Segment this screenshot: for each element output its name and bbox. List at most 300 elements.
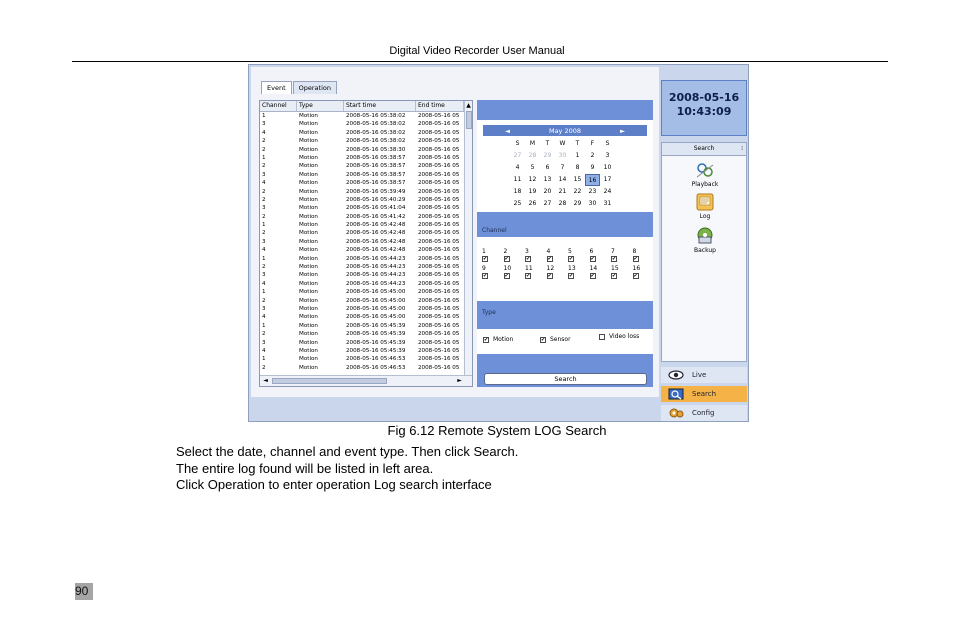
table-cell: 2008-05-16 05 xyxy=(418,163,460,170)
table-cell: 2008-05-16 05:38:57 xyxy=(346,163,406,170)
table-cell: 2008-05-16 05 xyxy=(418,289,460,296)
table-cell: 4 xyxy=(262,129,266,136)
table-cell: 2008-05-16 05 xyxy=(418,230,460,237)
vertical-scrollbar[interactable] xyxy=(464,101,472,376)
checkmark-icon[interactable]: ✔ xyxy=(612,255,617,262)
table-cell: 4 xyxy=(262,180,266,187)
table-row[interactable] xyxy=(260,305,472,313)
channel-checkbox[interactable] xyxy=(525,265,547,282)
next-month-icon[interactable]: ► xyxy=(619,126,625,135)
checkmark-icon[interactable]: ✔ xyxy=(590,272,595,279)
table-row[interactable] xyxy=(260,313,472,321)
calendar-day[interactable]: 25 xyxy=(513,200,522,207)
table-cell: 2008-05-16 05 xyxy=(418,188,460,195)
table-cell: Motion xyxy=(299,180,318,187)
table-cell: 2008-05-16 05 xyxy=(418,247,460,254)
channel-checkbox[interactable] xyxy=(504,248,526,265)
table-cell: 2 xyxy=(262,138,266,145)
calendar-day[interactable]: 6 xyxy=(545,164,550,171)
scroll-thumb[interactable] xyxy=(466,111,472,129)
table-cell: Motion xyxy=(299,188,318,195)
column-channel[interactable]: Channel xyxy=(260,101,297,111)
checkmark-icon[interactable]: ✔ xyxy=(526,255,531,262)
table-cell: Motion xyxy=(299,247,318,254)
table-cell: 2 xyxy=(262,196,266,203)
table-row[interactable] xyxy=(260,146,472,154)
tab-event[interactable]: Event xyxy=(261,81,292,94)
table-cell: 2 xyxy=(262,188,266,195)
type-option[interactable] xyxy=(540,336,571,343)
table-cell: 2008-05-16 05 xyxy=(418,297,460,304)
table-cell: 2008-05-16 05:44:23 xyxy=(346,280,406,287)
type-option[interactable] xyxy=(483,336,513,343)
calendar-day[interactable]: 27 xyxy=(543,200,552,207)
type-option-label: Sensor xyxy=(550,336,571,343)
table-cell: Motion xyxy=(299,171,318,178)
table-cell: 2008-05-16 05:45:00 xyxy=(346,314,406,321)
calendar-day-selected[interactable]: 16 xyxy=(585,174,600,186)
table-row[interactable] xyxy=(260,204,472,212)
table-row[interactable] xyxy=(260,120,472,128)
calendar-day[interactable]: 4 xyxy=(515,164,520,171)
calendar-day[interactable]: 8 xyxy=(575,164,580,171)
table-cell: Motion xyxy=(299,230,318,237)
calendar-day[interactable]: 5 xyxy=(530,164,535,171)
table-cell: 2008-05-16 05:44:23 xyxy=(346,255,406,262)
table-cell: 3 xyxy=(262,171,266,178)
tab-bar xyxy=(261,81,338,94)
checkmark-icon[interactable]: ✔ xyxy=(633,255,638,262)
channel-checkbox[interactable] xyxy=(568,248,590,265)
table-cell: Motion xyxy=(299,196,318,203)
side-menu-title: Search xyxy=(693,145,715,152)
column-type[interactable]: Type xyxy=(297,101,344,111)
channel-checkbox[interactable] xyxy=(482,265,504,282)
calendar-day[interactable]: 27 xyxy=(513,152,522,159)
table-row[interactable] xyxy=(260,213,472,221)
calendar-day[interactable]: 29 xyxy=(543,152,552,159)
table-cell: 2008-05-16 05 xyxy=(418,196,460,203)
table-cell: Motion xyxy=(299,205,318,212)
table-cell: 2008-05-16 05 xyxy=(418,264,460,271)
table-cell: 3 xyxy=(262,339,266,346)
channel-number: 5 xyxy=(568,248,572,255)
table-cell: Motion xyxy=(299,314,318,321)
calendar-day[interactable]: 18 xyxy=(513,188,522,195)
channel-number: 14 xyxy=(589,265,598,272)
table-cell: 2008-05-16 05:38:02 xyxy=(346,138,406,145)
live-button[interactable] xyxy=(661,367,747,383)
channel-number: 6 xyxy=(589,248,594,255)
table-cell: 2008-05-16 05:45:00 xyxy=(346,297,406,304)
menu-item-backup[interactable] xyxy=(662,227,748,254)
table-cell: Motion xyxy=(299,146,318,153)
calendar-day[interactable]: 24 xyxy=(603,188,612,195)
channel-number: 12 xyxy=(546,265,555,272)
table-cell: 2008-05-16 05:45:39 xyxy=(346,331,406,338)
table-cell: 2008-05-16 05 xyxy=(418,322,460,329)
column-end-time[interactable]: End time xyxy=(416,101,464,111)
channel-number: 16 xyxy=(632,265,641,272)
table-cell: 2008-05-16 05 xyxy=(418,205,460,212)
scroll-up-icon[interactable]: ▲ xyxy=(466,102,471,109)
checkmark-icon[interactable]: ✔ xyxy=(483,255,488,262)
calendar-day[interactable]: 22 xyxy=(573,188,582,195)
table-cell: 2008-05-16 05 xyxy=(418,138,460,145)
table-cell: 3 xyxy=(262,205,266,212)
channel-checkbox[interactable] xyxy=(611,265,633,282)
calendar-day[interactable]: 15 xyxy=(573,176,582,183)
table-cell: 4 xyxy=(262,347,266,354)
config-button[interactable] xyxy=(661,405,747,421)
log-table xyxy=(259,100,473,387)
channel-checkbox[interactable] xyxy=(504,265,526,282)
table-cell: 2008-05-16 05:41:04 xyxy=(346,205,406,212)
table-cell: Motion xyxy=(299,138,318,145)
table-row[interactable] xyxy=(260,280,472,288)
table-cell: 1 xyxy=(262,322,266,329)
channel-checkbox[interactable] xyxy=(590,248,612,265)
table-cell: 2008-05-16 05:38:02 xyxy=(346,113,406,119)
table-cell: 4 xyxy=(262,280,266,287)
table-cell: 2 xyxy=(262,264,266,271)
channel-number: 10 xyxy=(503,265,512,272)
checkmark-icon[interactable]: ✔ xyxy=(526,272,531,279)
channel-number: 8 xyxy=(632,248,637,255)
table-row[interactable] xyxy=(260,179,472,187)
checkmark-icon[interactable]: ✔ xyxy=(590,255,595,262)
channel-number: 7 xyxy=(611,248,615,255)
menu-item-log[interactable] xyxy=(662,193,748,220)
table-cell: 2008-05-16 05:44:23 xyxy=(346,264,406,271)
checkbox-empty-icon[interactable] xyxy=(599,334,605,340)
table-cell: 2008-05-16 05 xyxy=(418,171,460,178)
table-cell: 1 xyxy=(262,289,266,296)
calendar-day[interactable]: 28 xyxy=(528,152,537,159)
instruction-line-3: Click Operation to enter operation Log search interface xyxy=(176,477,492,492)
calendar-day[interactable]: 30 xyxy=(558,152,567,159)
table-cell: 2008-05-16 05:38:30 xyxy=(346,146,406,153)
table-row[interactable] xyxy=(260,271,472,279)
scroll-thumb-horizontal[interactable] xyxy=(272,378,387,384)
log-search-panel xyxy=(251,67,721,397)
table-row[interactable] xyxy=(260,263,472,271)
table-cell: 2008-05-16 05:42:48 xyxy=(346,230,406,237)
table-cell: Motion xyxy=(299,297,318,304)
table-cell: 2008-05-16 05:39:49 xyxy=(346,188,406,195)
table-cell: Motion xyxy=(299,154,318,161)
table-cell: 2 xyxy=(262,146,266,153)
table-cell: Motion xyxy=(299,272,318,279)
table-row[interactable] xyxy=(260,112,472,120)
table-cell: 2008-05-16 05:42:48 xyxy=(346,222,406,229)
checkmark-icon[interactable]: ✔ xyxy=(569,272,574,279)
menu-label-backup: Backup xyxy=(694,247,716,254)
table-cell: 2008-05-16 05:38:57 xyxy=(346,154,406,161)
horizontal-scrollbar[interactable] xyxy=(260,375,473,386)
channel-checkbox[interactable] xyxy=(590,265,612,282)
channel-number: 13 xyxy=(568,265,576,272)
table-row[interactable] xyxy=(260,330,472,338)
table-cell: 4 xyxy=(262,247,266,254)
search-nav-label: Search xyxy=(692,390,717,398)
channel-checkbox[interactable] xyxy=(482,248,504,265)
table-cell: 2008-05-16 05:46:53 xyxy=(346,364,406,371)
menu-label-log: Log xyxy=(699,213,711,220)
table-cell: 2008-05-16 05 xyxy=(418,180,460,187)
table-cell: 1 xyxy=(262,255,266,262)
column-start-time[interactable]: Start time xyxy=(344,101,416,111)
scroll-left-icon[interactable]: ◄ xyxy=(263,377,268,384)
table-cell: 3 xyxy=(262,272,266,279)
table-cell: Motion xyxy=(299,238,318,245)
checkmark-icon[interactable]: ✔ xyxy=(504,272,509,279)
channel-checkbox[interactable] xyxy=(633,265,655,282)
side-menu-header xyxy=(662,143,746,156)
type-option-label: Motion xyxy=(493,336,514,343)
scroll-right-icon[interactable]: ► xyxy=(457,377,462,384)
checkmark-icon[interactable]: ✔ xyxy=(547,255,552,262)
instruction-line-1: Select the date, channel and event type. Then click Search. xyxy=(176,444,519,459)
table-cell: 2 xyxy=(262,297,266,304)
weekday-label: F xyxy=(590,140,595,147)
table-cell: Motion xyxy=(299,356,318,363)
table-cell: Motion xyxy=(299,331,318,338)
checkmark-icon[interactable]: ✔ xyxy=(484,336,489,343)
weekday-label: T xyxy=(575,140,580,147)
table-row[interactable] xyxy=(260,364,472,372)
calendar-grid xyxy=(510,138,647,222)
table-cell: Motion xyxy=(299,347,318,354)
document-header: Digital Video Recorder User Manual xyxy=(389,45,565,57)
search-nav-icon xyxy=(668,388,684,400)
channel-label: Channel xyxy=(482,227,507,234)
table-cell: 2008-05-16 05:41:42 xyxy=(346,213,406,220)
table-cell: 2008-05-16 05 xyxy=(418,113,460,119)
search-nav-button[interactable] xyxy=(661,386,747,402)
channel-checkbox[interactable] xyxy=(568,265,590,282)
channel-checkbox[interactable] xyxy=(633,248,655,265)
channel-checkbox[interactable] xyxy=(547,265,569,282)
search-button[interactable]: Search xyxy=(484,373,647,385)
calendar-day[interactable]: 17 xyxy=(603,176,612,183)
table-cell: 2008-05-16 05 xyxy=(418,222,460,229)
table-row[interactable] xyxy=(260,137,472,145)
table-cell: 2008-05-16 05:42:48 xyxy=(346,238,406,245)
table-row[interactable] xyxy=(260,129,472,137)
type-option[interactable] xyxy=(599,333,639,340)
channel-number: 2 xyxy=(503,248,508,255)
channel-checkbox[interactable] xyxy=(525,248,547,265)
page-number: 90 xyxy=(75,583,93,600)
table-row[interactable] xyxy=(260,255,472,263)
table-cell: 2008-05-16 05 xyxy=(418,364,460,371)
table-row[interactable] xyxy=(260,238,472,246)
table-cell: Motion xyxy=(299,222,318,229)
table-row[interactable] xyxy=(260,288,472,296)
table-cell: 2 xyxy=(262,230,266,237)
config-label: Config xyxy=(692,409,715,417)
table-row[interactable] xyxy=(260,246,472,254)
tab-operation[interactable]: Operation xyxy=(293,81,337,94)
table-cell: Motion xyxy=(299,305,318,312)
table-cell: 3 xyxy=(262,121,266,128)
weekday-label: M xyxy=(529,140,536,147)
checkmark-icon[interactable]: ✔ xyxy=(483,272,488,279)
checkmark-icon[interactable]: ✔ xyxy=(569,255,574,262)
type-label: Type xyxy=(482,309,496,316)
table-row[interactable] xyxy=(260,229,472,237)
table-cell: 2008-05-16 05:38:02 xyxy=(346,121,406,128)
log-rows xyxy=(260,112,472,372)
table-cell: 2008-05-16 05 xyxy=(418,305,460,312)
table-cell: 4 xyxy=(262,314,266,321)
channel-number: 4 xyxy=(546,248,551,255)
calendar-day[interactable]: 1 xyxy=(575,152,580,159)
table-cell: 1 xyxy=(262,356,266,363)
checkmark-icon[interactable]: ✔ xyxy=(547,272,552,279)
table-cell: Motion xyxy=(299,213,318,220)
weekday-label: S xyxy=(515,140,520,147)
type-options xyxy=(483,333,649,348)
table-cell: Motion xyxy=(299,280,318,287)
table-row[interactable] xyxy=(260,162,472,170)
side-menu xyxy=(661,142,747,362)
log-table-header xyxy=(260,101,472,112)
right-panel xyxy=(659,65,749,422)
checkmark-icon[interactable]: ✔ xyxy=(504,255,509,262)
table-cell: 2008-05-16 05:45:39 xyxy=(346,339,406,346)
table-cell: 2008-05-16 05:40:29 xyxy=(346,196,406,203)
table-cell: 2008-05-16 05:44:23 xyxy=(346,272,406,279)
type-band xyxy=(477,301,653,329)
gear-icon xyxy=(668,407,684,419)
table-row[interactable] xyxy=(260,171,472,179)
table-cell: Motion xyxy=(299,121,318,128)
calendar-day[interactable]: 30 xyxy=(588,200,597,207)
weekday-label: S xyxy=(605,140,610,147)
weekday-label: T xyxy=(545,140,550,147)
table-cell: 2008-05-16 05 xyxy=(418,356,460,363)
table-cell: Motion xyxy=(299,339,318,346)
channel-number: 1 xyxy=(482,248,486,255)
table-cell: 2008-05-16 05 xyxy=(418,347,460,354)
table-row[interactable] xyxy=(260,339,472,347)
type-option-label: Video loss xyxy=(609,333,640,340)
backup-icon xyxy=(695,227,715,245)
channel-number: 9 xyxy=(482,265,486,272)
calendar-day[interactable]: 2 xyxy=(590,152,595,159)
live-label: Live xyxy=(692,371,707,379)
checkmark-icon[interactable]: ✔ xyxy=(541,336,546,343)
checkmark-icon[interactable]: ✔ xyxy=(612,272,617,279)
table-cell: 2008-05-16 05:46:53 xyxy=(346,356,406,363)
table-cell: Motion xyxy=(299,264,318,271)
checkmark-icon[interactable]: ✔ xyxy=(633,272,638,279)
table-row[interactable] xyxy=(260,154,472,162)
table-cell: 2008-05-16 05:45:39 xyxy=(346,347,406,354)
channel-checkbox[interactable] xyxy=(547,248,569,265)
calendar-day[interactable]: 11 xyxy=(513,176,522,183)
calendar-day[interactable]: 19 xyxy=(528,188,537,195)
clock-date: 2008-05-16 xyxy=(668,91,740,104)
table-cell: 2008-05-16 05 xyxy=(418,314,460,321)
table-cell: 1 xyxy=(262,222,266,229)
dvr-screenshot xyxy=(248,64,749,422)
calendar-day[interactable]: 12 xyxy=(528,176,537,183)
calendar-month: May 2008 xyxy=(548,126,582,135)
playback-icon xyxy=(695,161,715,179)
calendar-day[interactable]: 13 xyxy=(543,176,552,183)
calendar-day[interactable]: 9 xyxy=(590,164,595,171)
calendar-day[interactable]: 14 xyxy=(558,176,567,183)
table-cell: 2008-05-16 05:38:02 xyxy=(346,129,406,136)
table-cell: Motion xyxy=(299,113,318,119)
channel-checkbox[interactable] xyxy=(611,248,633,265)
calendar-day[interactable]: 23 xyxy=(588,188,597,195)
channel-number: 11 xyxy=(525,265,533,272)
table-cell: 2008-05-16 05 xyxy=(418,238,460,245)
table-cell: 2008-05-16 05 xyxy=(418,255,460,262)
table-row[interactable] xyxy=(260,322,472,330)
table-cell: 1 xyxy=(262,154,266,161)
table-cell: 2008-05-16 05 xyxy=(418,129,460,136)
instruction-line-2: The entire log found will be listed in left area. xyxy=(176,461,434,476)
table-cell: Motion xyxy=(299,289,318,296)
calendar-day[interactable]: 20 xyxy=(543,188,552,195)
table-cell: 2008-05-16 05:45:39 xyxy=(346,322,406,329)
calendar-day[interactable]: 21 xyxy=(558,188,567,195)
table-row[interactable] xyxy=(260,196,472,204)
table-cell: 3 xyxy=(262,238,266,245)
menu-label-playback: Playback xyxy=(691,181,719,188)
table-cell: Motion xyxy=(299,163,318,170)
table-cell: 2008-05-16 05:38:57 xyxy=(346,180,406,187)
table-cell: 2008-05-16 05:45:00 xyxy=(346,289,406,296)
weekday-label: W xyxy=(559,140,566,147)
table-cell: Motion xyxy=(299,364,318,371)
table-row[interactable] xyxy=(260,221,472,229)
table-cell: 2008-05-16 05 xyxy=(418,121,460,128)
table-row[interactable] xyxy=(260,347,472,355)
calendar-day[interactable]: 31 xyxy=(603,200,612,207)
table-cell: 2008-05-16 05 xyxy=(418,339,460,346)
table-cell: 2008-05-16 05 xyxy=(418,331,460,338)
calendar-day[interactable]: 28 xyxy=(558,200,567,207)
prev-month-icon[interactable]: ◄ xyxy=(505,126,510,135)
menu-item-playback[interactable] xyxy=(662,161,748,188)
header-rule xyxy=(72,61,888,62)
table-row[interactable] xyxy=(260,297,472,305)
calendar-day[interactable]: 29 xyxy=(573,200,582,207)
calendar-day[interactable]: 3 xyxy=(605,152,610,159)
table-row[interactable] xyxy=(260,355,472,363)
table-cell: 2008-05-16 05 xyxy=(418,213,460,220)
channel-number: 3 xyxy=(525,248,529,255)
table-cell: 2 xyxy=(262,331,266,338)
calendar-day[interactable]: 7 xyxy=(560,164,565,171)
calendar-header xyxy=(483,125,647,136)
calendar xyxy=(483,125,647,222)
table-cell: Motion xyxy=(299,129,318,136)
calendar-day[interactable]: 10 xyxy=(603,164,612,171)
table-cell: 1 xyxy=(262,113,266,119)
table-cell: 2008-05-16 05 xyxy=(418,280,460,287)
calendar-day[interactable]: 26 xyxy=(528,200,537,207)
table-cell: 2008-05-16 05:45:00 xyxy=(346,305,406,312)
clock-time: 10:43:09 xyxy=(676,105,732,118)
table-row[interactable] xyxy=(260,188,472,196)
